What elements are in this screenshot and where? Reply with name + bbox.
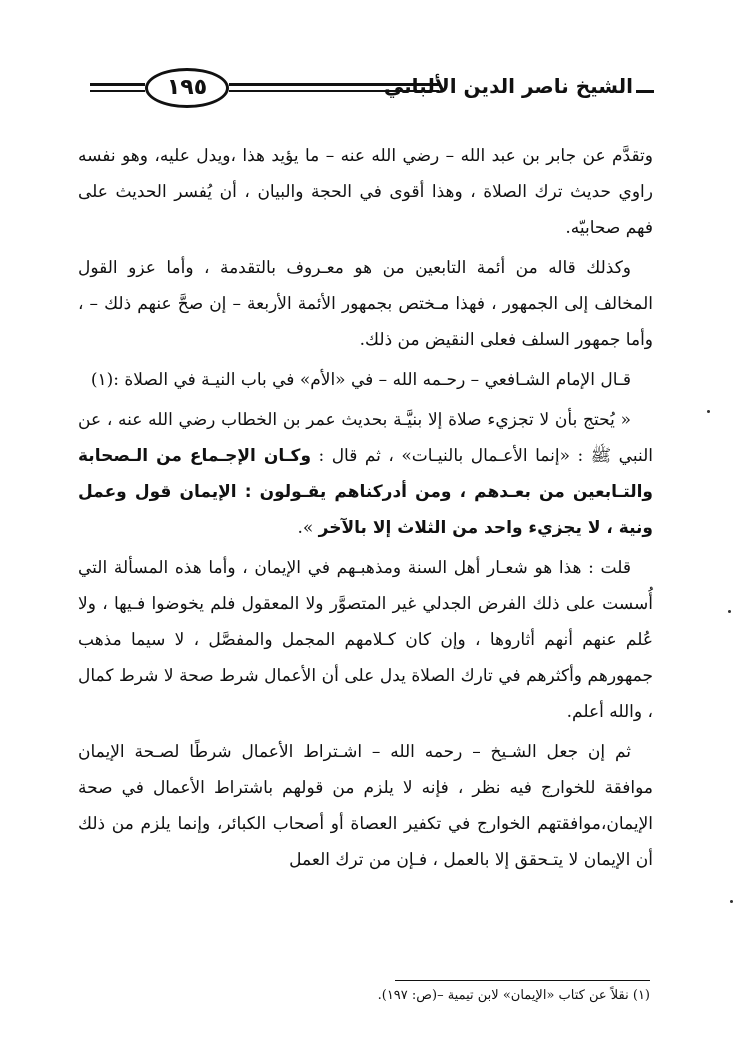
paragraph-text: وكذلك قاله من أئمة التابعين من هو معـروف بالتقدمة ، وأما عزو القول المخالف إلى الجمهور ، فهذا مـختص بجمهور الأئمة الأربعة – إن صحَّ عنهم ذلك – ، وأما جمهور السلف فعلى النقيض من ذلك.	[78, 258, 653, 350]
paragraph	[78, 138, 653, 246]
paragraph	[78, 250, 653, 358]
paragraph-text: قلت : هذا هو شعـار أهل السنة ومذهبـهم في الإيمان ، وأما هذه المسألة التي أُسست على ذلك الفرض الجدلي غير المتصوَّر ولا المعقول فلم يخوضوا فـيها ، ولا عُلم عنهم أنهم أثاروها ، وإن كان كـلامهم المجمل والمفصَّل ، لا سيما مذهب جمهورهم وأكثرهم في تارك الصلاة يدل على أن الأعمال شرط صحة لا شرط كمال ، والله أعلم.	[78, 558, 653, 722]
paragraph	[78, 362, 653, 398]
paragraph	[78, 734, 653, 878]
scan-speck	[730, 900, 733, 903]
paragraph-text: ».	[297, 518, 319, 538]
header-rule-left-top	[90, 83, 145, 86]
scan-speck	[707, 410, 710, 413]
page-number: ١٩٥	[145, 68, 229, 108]
paragraph	[78, 550, 653, 730]
footnote: (١) نقلاً عن كتاب «الإيمان» لابن تيمية –(ص: ١٩٧).	[377, 988, 650, 1003]
paragraph	[78, 402, 653, 546]
bold-quote-text: وكـان الإجـماع من الـصحابة والتـابعين من بعـدهم ، ومن أدركناهم يقـولون : الإيمان قول وعمل ونية ، لا يجزيء واحد من الثلاث إلا بالآخر	[78, 446, 653, 538]
paragraph-text: ثم إن جعل الشـيخ – رحمه الله – اشـتراط الأعمال شرطًا لصـحة الإيمان موافقة للخوارج فيه نظر ، فإنه لا يلزم من قولهم باشتراط الأعمال في صحة الإيمان،موافقتهم الخوارج في تكفير العصاة أو أصحاب الكبائر، وإنما يلزم من ذلك أن الإيمان لا يتـحقق إلا بالعمل ، فـإن من ترك العمل	[78, 742, 653, 870]
footnote-rule	[395, 980, 650, 981]
page-header	[0, 0, 743, 130]
paragraph-text: « يُحتج بأن لا تجزيء صلاة إلا بنيَّـة بحديث عمر بن الخطاب رضي الله عنه ، عن النبي ﷺ : «إنما الأعـمال بالنيـات» ، ثم قال :	[78, 410, 654, 466]
paragraph-text: قـال الإمام الشـافعي – رحـمه الله – في «الأم» في باب النيـة في الصلاة :(١)	[90, 370, 631, 390]
body-text	[78, 138, 653, 882]
header-rule-left-bottom	[90, 90, 145, 92]
paragraph-text: وتقدَّم عن جابر بن عبد الله – رضي الله عنه – ما يؤيد هذا ،ويدل عليه، وهو نفسه راوي حديث ترك الصلاة ، وهذا أقوى في الحجة والبيان ، أن يُفسر الحديث على فهم صحابيّه.	[78, 146, 653, 238]
header-rule-right	[636, 90, 654, 93]
running-title: الشيخ ناصر الدين الألباني	[383, 74, 633, 98]
scan-speck	[728, 610, 731, 613]
